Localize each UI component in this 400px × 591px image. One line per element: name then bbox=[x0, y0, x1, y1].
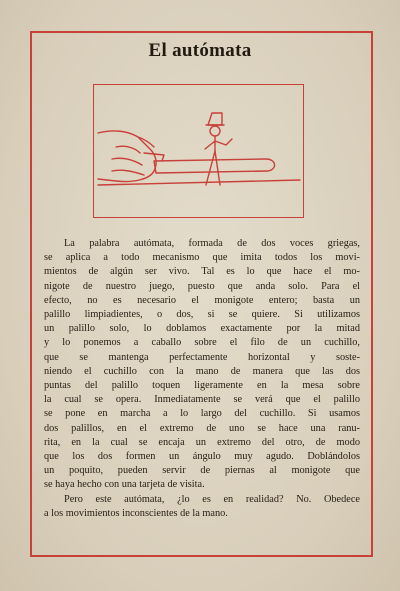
text-line: rita, en la cual se encaja un extremo del otro, de modo bbox=[44, 436, 360, 448]
figure-leg-left bbox=[206, 151, 215, 185]
knife-blade bbox=[154, 159, 275, 173]
text-line: Pero este autómata, ¿lo es en realidad? No. Obedece bbox=[64, 493, 360, 505]
text-line: que los dos formen un ángulo muy agudo. Doblándolos bbox=[44, 451, 360, 463]
body-text bbox=[44, 237, 360, 521]
thumb bbox=[144, 153, 164, 161]
text-line: que se mantenga perfectamente horizontal y soste- bbox=[44, 351, 360, 363]
hand-knife-figure-drawing bbox=[94, 85, 302, 216]
text-line: La palabra autómata, formada de dos voces griegas, bbox=[64, 238, 360, 249]
text-line: a los movimientos inconscientes de la mano. bbox=[44, 507, 228, 519]
text-line: un poquito, pueden servir de piernas al monigote que bbox=[44, 465, 360, 477]
text-line: se aplica a todo mecanismo que imita todos los movi- bbox=[44, 252, 360, 264]
text-line: mientos de algún ser vivo. Tal es lo que hace el mo- bbox=[44, 266, 360, 278]
text-line: niendo el cuchillo con la mano de manera que las dos bbox=[44, 365, 360, 377]
text-line: se haya hecho con una tarjeta de visita. bbox=[44, 479, 205, 491]
text-line: y lo ponemos a caballo sobre el filo de un cuchillo, bbox=[44, 337, 360, 349]
text-line: puntas del palillo toquen ligeramente en la mesa sobre bbox=[44, 380, 360, 392]
figure-hat bbox=[208, 113, 222, 125]
page-title: El autómata bbox=[148, 40, 252, 61]
text-line: se pone en marcha a lo largo del cuchillo. Si usamos bbox=[44, 408, 360, 420]
figure-head bbox=[210, 126, 220, 136]
hand-outline bbox=[98, 131, 156, 182]
text-line: palillo limpiadientes, o dos, si se quiere. Si utilizamos bbox=[44, 309, 360, 321]
figure-leg-right bbox=[215, 151, 220, 185]
automaton-illustration bbox=[93, 84, 304, 218]
text-line: efecto, no es necesario el monigote entero; basta un bbox=[44, 294, 360, 306]
text-line: la cual se opera. Inmediatamente se verá que el palillo bbox=[44, 394, 360, 406]
text-line: un palillo solo, lo doblamos exactamente por la mitad bbox=[44, 323, 360, 335]
table-line bbox=[98, 180, 300, 185]
text-line: dos palillos, en el extremo de uno se hace una ranu- bbox=[44, 422, 360, 434]
text-line: nigote de nuestro juego, puesto que anda solo. Para el bbox=[44, 280, 360, 292]
